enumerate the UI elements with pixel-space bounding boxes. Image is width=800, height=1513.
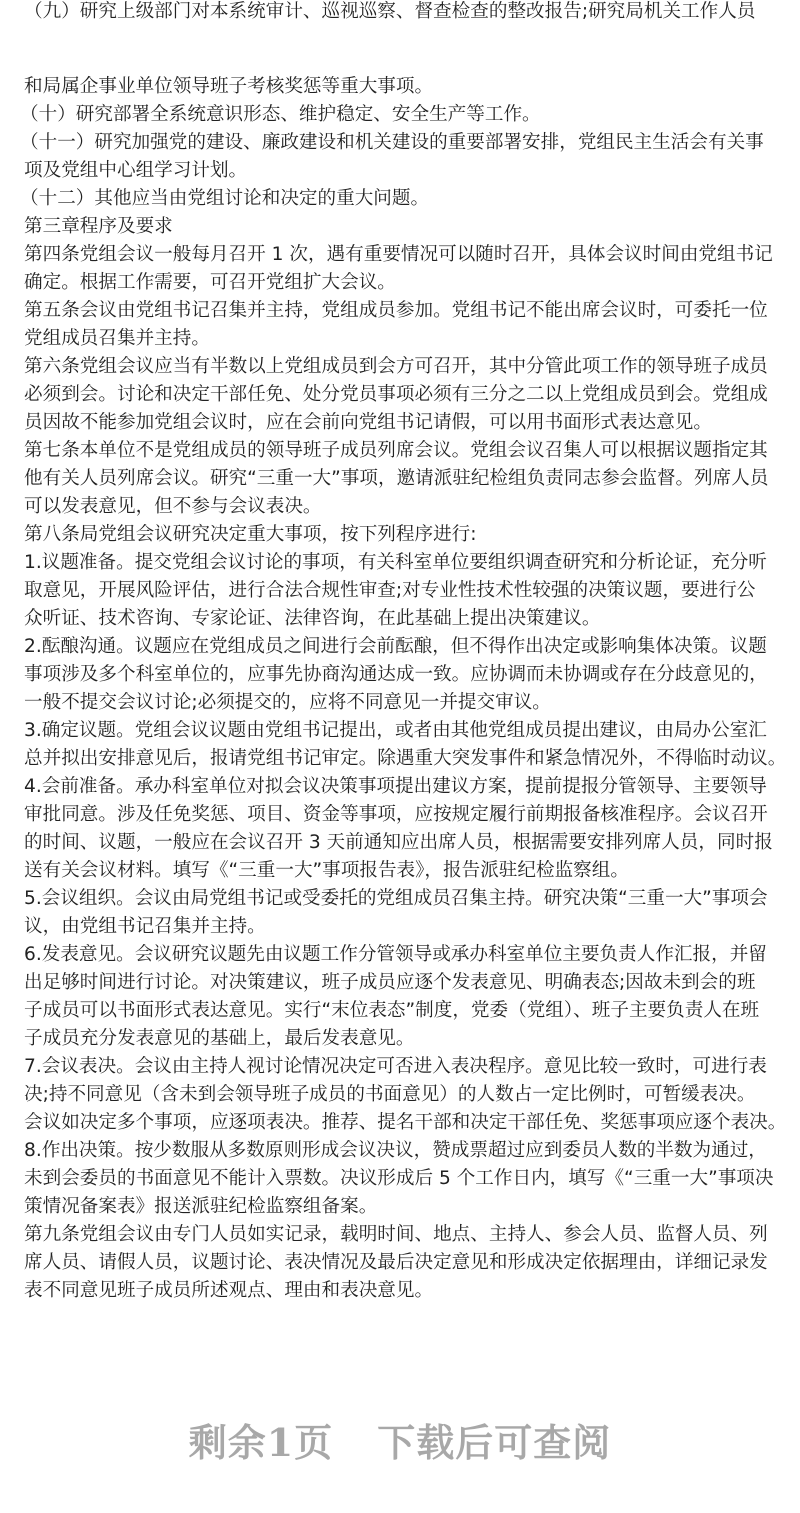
document-line: 可以发表意见，但不参与会议表决。 <box>24 496 322 517</box>
document-line: 子成员可以书面形式表达意见。实行“末位表态”制度，党委（党组）、班子主要负责人在班 <box>24 1000 760 1021</box>
document-line: 表不同意见班子成员所述观点、理由和表决意见。 <box>24 1280 434 1301</box>
document-line: （十一）研究加强党的建设、廉政建设和机关建设的重要部署安排，党组民主生活会有关事 <box>20 132 764 153</box>
document-line: 4.会前准备。承办科室单位对拟会议决策事项提出建议方案，提前提报分管领导、主要领导 <box>24 776 767 797</box>
document-line: 事项涉及多个科室单位的，应事先协商沟通达成一致。应协调而未协调或存在分歧意见的， <box>24 664 768 685</box>
document-line: 第四条党组会议一般每月召开 1 次，遇有重要情况可以随时召开，具体会议时间由党组书记 <box>24 244 773 265</box>
document-line: （九）研究上级部门对本系统审计、巡视巡察、督查检查的整改报告;研究局机关工作人员 <box>24 1 756 22</box>
document-line: 第七条本单位不是党组成员的领导班子成员列席会议。党组会议召集人可以根据议题指定其 <box>24 440 768 461</box>
document-line: 第三章程序及要求 <box>24 216 173 237</box>
document-line: 确定。根据工作需要，可召开党组扩大会议。 <box>24 272 396 293</box>
document-line: 7.会议表决。会议由主持人视讨论情况决定可否进入表决程序。意见比较一致时，可进行表 <box>24 1056 767 1077</box>
document-line: 和局属企事业单位领导班子考核奖惩等重大事项。 <box>24 76 434 97</box>
download-to-view-label[interactable]: 下载后可查阅 <box>377 1420 612 1465</box>
document-line: 总并拟出安排意见后，报请党组书记审定。除遇重大突发事件和紧急情况外，不得临时动议。 <box>24 748 787 769</box>
download-prompt[interactable] <box>0 1412 800 1467</box>
document-line: 的时间、议题，一般应在会议召开 3 天前通知应出席人员，根据需要安排列席人员，同时报 <box>24 832 773 853</box>
document-line: 第五条会议由党组书记召集并主持，党组成员参加。党组书记不能出席会议时，可委托一位 <box>24 300 768 321</box>
document-line: 1.议题准备。提交党组会议讨论的事项，有关科室单位要组织调查研究和分析论证，充分听 <box>24 552 767 573</box>
document-line: 5.会议组织。会议由局党组书记或受委托的党组成员召集主持。研究决策“三重一大”事项会 <box>24 888 768 909</box>
document-line: 未到会委员的书面意见不能计入票数。决议形成后 5 个工作日内，填写《“三重一大”事项决 <box>24 1168 774 1189</box>
document-line: 出足够时间进行讨论。对决策建议，班子成员应逐个发表意见、明确表态;因故未到会的班 <box>24 972 756 993</box>
document-line: 送有关会议材料。填写《“三重一大”事项报告表》，报告派驻纪检监察组。 <box>24 860 629 881</box>
document-line: 众听证、技术咨询、专家论证、法律咨询，在此基础上提出决策建议。 <box>24 608 601 629</box>
document-line: （十）研究部署全系统意识形态、维护稳定、安全生产等工作。 <box>20 104 541 125</box>
document-line: 8.作出决策。按少数服从多数原则形成会议决议，赞成票超过应到委员人数的半数为通过， <box>24 1140 767 1161</box>
document-line: 第八条局党组会议研究决定重大事项，按下列程序进行: <box>24 524 477 545</box>
document-line: 席人员、请假人员，议题讨论、表决情况及最后决定意见和形成决定依据理由，详细记录发 <box>24 1252 768 1273</box>
document-line: 子成员充分发表意见的基础上，最后发表意见。 <box>24 1028 415 1049</box>
document-line: 他有关人员列席会议。研究“三重一大”事项，邀请派驻纪检组负责同志参会监督。列席人员 <box>24 468 769 489</box>
document-line: 议，由党组书记召集并主持。 <box>24 916 266 937</box>
document-line: 取意见，开展风险评估，进行合法合规性审查;对专业性技术性较强的决策议题，要进行公 <box>24 580 756 601</box>
document-line: 2.酝酿沟通。议题应在党组成员之间进行会前酝酿，但不得作出决定或影响集体决策。议题 <box>24 636 767 657</box>
document-line: 3.确定议题。党组会议议题由党组书记提出，或者由其他党组成员提出建议，由局办公室汇 <box>24 720 767 741</box>
document-line: 员因故不能参加党组会议时，应在会前向党组书记请假，可以用书面形式表达意见。 <box>24 412 712 433</box>
document-line: 决;持不同意见（含未到会领导班子成员的书面意见）的人数占一定比例时，可暂缓表决。 <box>24 1084 756 1105</box>
document-line: 第九条党组会议由专门人员如实记录，载明时间、地点、主持人、参会人员、监督人员、列 <box>24 1224 768 1245</box>
document-line: 项及党组中心组学习计划。 <box>24 160 248 181</box>
document-line: 策情况备案表》报送派驻纪检监察组备案。 <box>24 1196 378 1217</box>
document-line: （十二）其他应当由党组讨论和决定的重大问题。 <box>20 188 430 209</box>
document-line: 必须到会。讨论和决定干部任免、处分党员事项必须有三分之二以上党组成员到会。党组成 <box>24 384 768 405</box>
document-line: 第六条党组会议应当有半数以上党组成员到会方可召开，其中分管此项工作的领导班子成员 <box>24 356 768 377</box>
document-line: 一般不提交会议讨论;必须提交的，应将不同意见一并提交审议。 <box>24 692 551 713</box>
remaining-pages-label: 剩余1页 <box>188 1420 334 1465</box>
document-line: 党组成员召集并主持。 <box>24 328 210 349</box>
document-line: 审批同意。涉及任免奖惩、项目、资金等事项，应按规定履行前期报备核准程序。会议召开 <box>24 804 768 825</box>
document-line: 会议如决定多个事项，应逐项表决。推荐、提名干部和决定干部任免、奖惩事项应逐个表决。 <box>24 1112 787 1133</box>
document-body <box>0 73 787 1305</box>
document-line: 6.发表意见。会议研究议题先由议题工作分管领导或承办科室单位主要负责人作汇报，并留 <box>24 944 767 965</box>
